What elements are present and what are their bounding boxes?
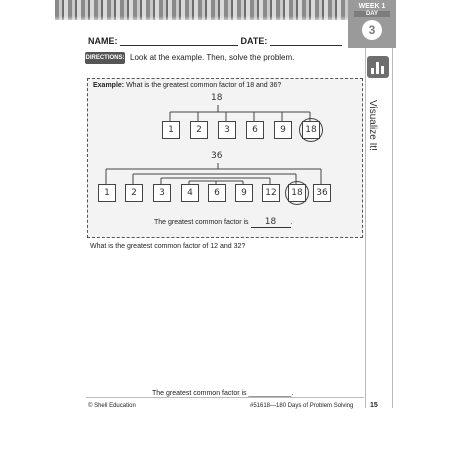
week-label: WEEK 1 [358,3,386,10]
problem-answer-suffix: . [291,390,294,397]
date-label: DATE: [240,36,268,46]
tree1-factor: 9 [274,121,292,139]
directions-text: Look at the example. Then, solve the problem. [130,53,295,62]
section-title: Visualize It! [367,100,378,151]
example-answer-suffix: . [290,219,293,226]
problem-answer-line [152,390,293,397]
tree2-factor: 4 [181,184,199,202]
tree1-factor: 2 [190,121,208,139]
header-band-fade [55,16,365,24]
tree1-factor: 6 [246,121,264,139]
week-day-badge [348,0,396,48]
example-answer-line [154,217,292,228]
footer-divider [86,397,364,398]
tree1-factor: 1 [162,121,180,139]
problem-answer-blank[interactable]: ___________ [248,390,292,397]
name-label: NAME: [88,36,118,46]
tree2-factor: 9 [235,184,253,202]
tree2-factor: 18 [288,184,306,202]
footer-copyright: © Shell Education [88,403,136,409]
example-answer-prefix: The greatest common factor is [154,219,249,226]
example-label: Example: [93,82,125,89]
tree1-factor: 18 [302,121,320,139]
problem-question: What is the greatest common factor of 12 and 32? [90,243,246,250]
tree2-circled-factor [285,181,309,205]
directions-badge: DIRECTIONS: [85,52,125,64]
tree2-factor: 6 [208,184,226,202]
tree2-factor: 36 [313,184,331,202]
example-box [87,78,363,238]
example-answer-value: 18 [251,217,291,228]
tree1-circled-factor [299,118,323,142]
example-question: What is the greatest common factor of 18 and 36? [126,82,282,89]
name-field[interactable] [120,35,238,46]
factor-tree-lines [88,79,362,237]
day-label: DAY [354,11,390,17]
tree2-factor: 12 [262,184,280,202]
name-date-row [88,35,342,46]
tree1-root: 18 [211,93,223,103]
tree2-root: 36 [211,151,223,161]
page-number: 15 [370,402,378,409]
date-field[interactable] [270,35,342,46]
footer-book-title: #51618—180 Days of Problem Solving [250,403,354,409]
tree2-factor: 3 [153,184,171,202]
bar-chart-icon [367,56,389,78]
tree2-factor: 1 [98,184,116,202]
problem-answer-prefix: The greatest common factor is [152,390,247,397]
day-number: 3 [362,20,382,40]
tree1-factor: 3 [218,121,236,139]
tree2-factor: 2 [125,184,143,202]
